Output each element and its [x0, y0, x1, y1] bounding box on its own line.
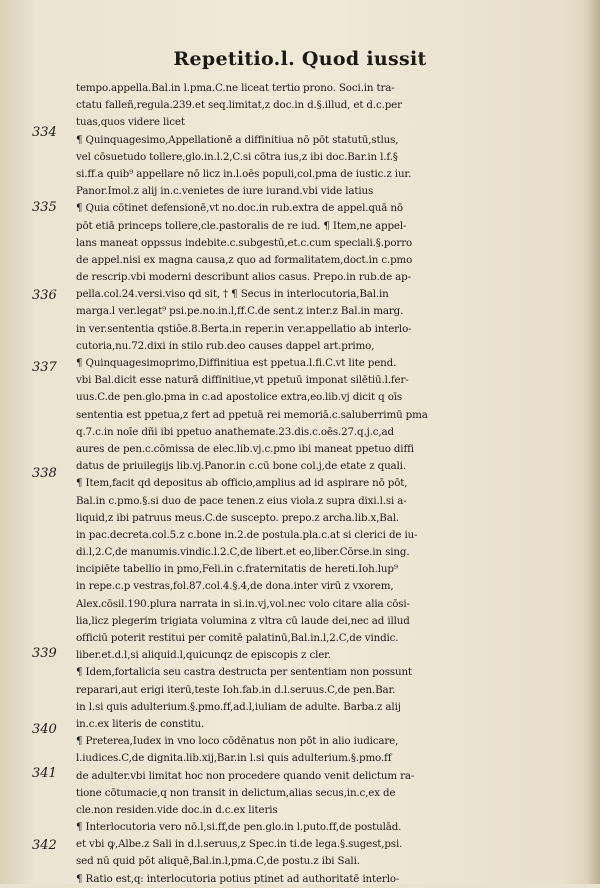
margin-number: 335: [32, 200, 57, 215]
page-edge-shadow: [586, 0, 600, 884]
margin-number: 339: [32, 646, 57, 661]
text-line: tempo.appella.Bal.in l.pma.C.ne liceat tertio prono. Soci.in tra-: [76, 82, 395, 94]
text-line: l.iudices.C,de dignita.lib.xij,Bar.in l.si quis adulterium.§.pmo.ff: [76, 752, 392, 765]
text-line: pōt etiā princeps tollere,cle.pastoralis de re iud. ¶ Item,ne appel-: [76, 219, 407, 232]
margin-number: 341: [32, 766, 57, 781]
text-line: in repe.c.p vestras,fol.87.col.4.§.4,de dona.inter virū z vxorem,: [76, 580, 394, 593]
text-line: q.7.c.in noīe dñi ibi ppetuo anathemate.23.dis.c.oēs.27.q.j.c,ad: [76, 425, 394, 438]
text-line: sententia est ppetua,z fert ad ppetuā rei memoriā.c.saluberrimū pma: [76, 408, 428, 421]
text-line: ¶ Idem,fortalicia seu castra destructa per sententiam non possunt: [76, 666, 412, 679]
body-text: [76, 80, 570, 888]
text-line: ¶ Interlocutoria vero nō.l,si.ff,de pen.glo.in l.puto.ff,de postulād.: [76, 821, 402, 834]
text-line: vbi Bal.dicit esse naturā diffinitiue,vt ppetuū imponat silētiū.l.fer-: [76, 374, 409, 387]
text-line: de rescrip.vbi moderni describunt alios casus. Prepo.in rub.de ap-: [76, 271, 411, 284]
text-line: officiū poterit restitui per comitē palatinū,Bal.in.l,2.C,de vindic.: [76, 632, 399, 644]
text-line: ¶ Item,facit qd depositus ab officio,amplius ad id aspirare nō pōt,: [76, 477, 408, 490]
margin-number: 338: [32, 466, 57, 481]
text-line: ¶ Quinquagesimoprimo,Diffinitiua est ppetua.l.fi.C.vt lite pend.: [76, 357, 397, 369]
margin-number: 337: [32, 360, 57, 375]
text-line: sed nū quid pōt aliquē,Bal.in.l,pma.C,de postu.z ibi Sali.: [76, 855, 360, 868]
text-line: marga.l ver.legat⁹ psi.pe.no.in.l,ff.C.de sent.z inter.z Bal.in marg.: [76, 305, 404, 318]
text-line: in l.si quis adulterium.§.pmo.ff,ad.l,iuliam de adulte. Barba.z alij: [76, 700, 401, 713]
text-line: liquid,z ibi patruus meus.C.de suscepto. prepo.z archa.lib.x,Bal.: [76, 511, 399, 524]
text-line: cle.non residen.vide doc.in d.c.ex literis: [76, 803, 278, 816]
text-line: lia,licz plegerim trigiata volumina z vltra cū laude dei,nec ad illud: [76, 614, 410, 627]
running-header: Repetitio.l. Quod iussit: [173, 48, 427, 70]
text-line: liber.et.d.l,si aliquid.l,quicunqz de episcopis z cler.: [76, 649, 331, 662]
text-line: tione cōtumacie,q non transit in delictum,alias secus,in.c,ex de: [76, 786, 396, 799]
text-line: Bal.in c.pmo.§.si duo de pace tenen.z eius viola.z supra dixi.l.si a-: [76, 494, 407, 507]
text-line: tuas,quos videre licet: [76, 116, 185, 129]
text-line: de appel.nisi ex magna causa,z quo ad formalitatem,doct.in c.pmo: [76, 253, 413, 266]
text-line: et vbi ꝙ,Albe.z Sali in d.l.seruus,z Spec.in ti.de lega.§.sugest,psi.: [76, 838, 403, 851]
text-line: ¶ Preterea,Iudex in vno loco cōdēnatus non pōt in alio iudicare,: [76, 735, 399, 748]
margin-number: 342: [32, 838, 57, 853]
text-line: datus de priuilegijs lib.vj.Panor.in c.cū bone col.j,de etate z quali.: [76, 460, 406, 473]
text-line: ¶ Ratio est,q: interlocutoria potius ptinet ad authoritatē interlo-: [76, 872, 400, 885]
text-line: si.ff.a quib⁹ appellare nō licz in.l.oēs populi,col.pma de iustic.z iur.: [76, 167, 412, 180]
text-line: Panor.Imol.z alij in.c.venietes de iure iurand.vbi vide latius: [76, 185, 374, 198]
text-line: ctatu falleñ,regula.239.et seq.limitat,z doc.in d.§.illud, et d.c.per: [76, 99, 402, 112]
text-line: cutoria,nu.72.dixi in stilo rub.deo causes dappel art.primo,: [76, 339, 375, 352]
text-line: aures de pen.c.cōmissa de elec.lib.vj.c.pmo ibi maneat ppetuo diffi: [76, 442, 414, 455]
text-line: ¶ Quia cōtinet defensionē,vt no.doc.in rub.extra de appel.quā nō: [76, 202, 403, 215]
text-line: vel cōsuetudo tollere,glo.in.l.2,C.si cōtra ius,z ibi doc.Bar.in l.f.§: [76, 150, 398, 163]
text-line: in pac.decreta.col.5.z c.bone in.2.de postula.pla.c.at si clerici de iu-: [76, 528, 418, 541]
text-line: pella.col.24.versi.viso qd sit, † ¶ Secus in interlocutoria,Bal.in: [76, 288, 389, 301]
text-line: ¶ Quinquagesimo,Appellationē a diffinitiua nō pōt statutū,stlus,: [76, 133, 399, 146]
text-line: Alex.cōsil.190.plura narrata in si.in.vj,vol.nec volo citare alia cōsi-: [76, 597, 410, 610]
text-line: de adulter.vbi limitat hoc non procedere quando venit delictum ra-: [76, 769, 415, 782]
text-line: incipiēte tabellio in pmo,Feli.in c.fraternitatis de hereti.Ioh.lup⁹: [76, 563, 398, 576]
text-line: reparari,aut erigi iterū,teste Ioh.fab.in d.l.seruus.C,de pen.Bar.: [76, 683, 396, 696]
text-line: uus.C.de pen.glo.pma in c.ad apostolice extra,eo.lib.vj dicit q oīs: [76, 391, 403, 404]
text-line: lans maneat oppssus indebite.c.subgestū,et.c.cum speciali.§.porro: [76, 236, 413, 249]
text-line: in ver.sententia qstiōe.8.Berta.in reper.in ver.appellatio ab interlo-: [76, 322, 412, 335]
text-line: in.c.ex literis de constitu.: [76, 717, 205, 730]
margin-number: 336: [32, 288, 57, 303]
margin-number: 334: [32, 125, 57, 140]
text-line: di.l,2.C,de manumis.vindic.l.2.C,de libert.et eo,liber.Cōrse.in sing.: [76, 546, 410, 559]
margin-number: 340: [32, 722, 57, 737]
